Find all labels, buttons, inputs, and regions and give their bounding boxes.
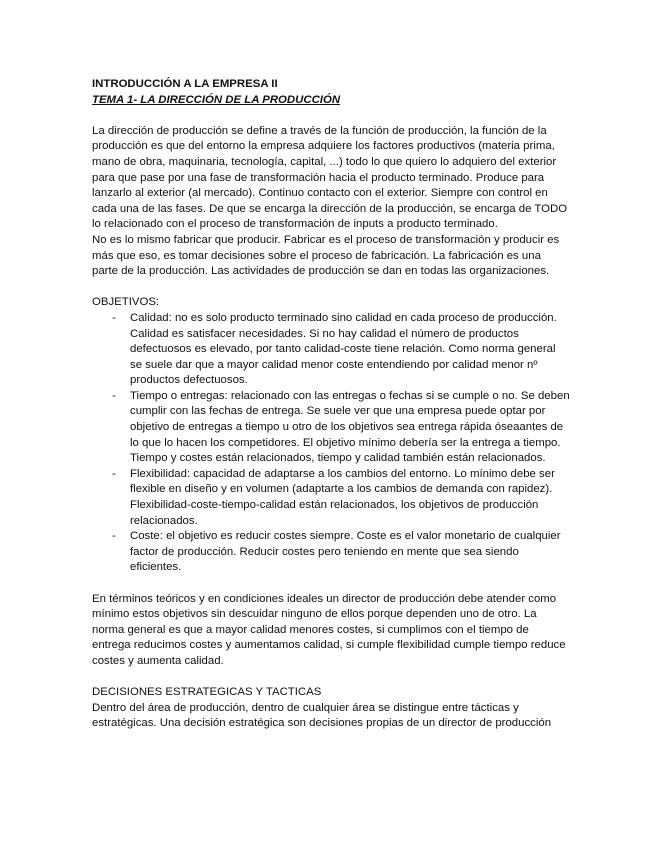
bullet-dash: - (112, 389, 116, 402)
objetivo-coste: Coste: el objetivo es reducir costes siempre. Coste es el valor monetario de cualquier factor de producción. Reducir costes pero teniendo en mente que sea siendo eficientes. (130, 530, 561, 574)
objetivo-flexibilidad: Flexibilidad: capacidad de adaptarse a los cambios del entorno. Lo mínimo debe ser flexible en diseño y en volumen (adaptarte a los cambios de demanda con rapidez). Flexibilidad-coste-tiempo-calidad están relacionados, los objetivos de producción relacionados. (130, 467, 555, 527)
teoricos-paragraph: En términos teóricos y en condiciones ideales un director de producción debe atender como mínimo estos objetivos sin descuidar ninguno de ellos porque dependen uno de otro. La norma general es que a mayor calidad menores costes, si cumplimos con el tiempo de entrega reducimos costes y aumentamos calidad, si cumple flexibilidad cumple tiempo reduce costes y aumenta calidad. (92, 592, 566, 667)
list-item (92, 529, 570, 576)
document-page (92, 77, 570, 732)
decisiones-heading: DECISIONES ESTRATEGICAS Y TACTICAS (92, 686, 322, 699)
intro-paragraph-1: La dirección de producción se define a través de la función de producción, la función de la producción es que del entorno la empresa adquiere los factores productivos (materia prima, mano de obra, maquinaria, tecnología, capital, ...) todo lo que quiero lo adquiero del exterior para que pase por una fase de transformación hacia el producto terminado. Produce para lanzarlo al exterior (al mercado). Continuo contacto con el exterior. Siempre con control en cada una de las fases. De que se encarga la dirección de la producción, se encarga de TODO lo relacionado con el proceso de transformación de inputs a producto terminado. (92, 124, 568, 231)
bullet-dash: - (112, 467, 116, 480)
objetivo-tiempo: Tiempo o entregas: relacionado con las entregas o fechas si se cumple o no. Se deben cumplir con las fechas de entrega. Se suele ver que una empresa puede optar por objetivo de entregas a tiempo u otro de los objetivos sea entrega rápida óseaantes de lo que lo hacen los competidores. El objetivo mínimo debería ser la entrega a tiempo. Tiempo y costes están relacionados, tiempo y calidad también están relacionados. (130, 389, 570, 465)
list-item (92, 467, 570, 529)
bullet-dash: - (112, 311, 116, 324)
document-title: INTRODUCCIÓN A LA EMPRESA II (92, 78, 278, 90)
decisiones-paragraph: Dentro del área de producción, dentro de cualquier área se distingue entre tácticas y estratégicas. Una decisión estratégica son decisiones propias de un director de producción (92, 701, 552, 730)
document-subtitle: TEMA 1- LA DIRECCIÓN DE LA PRODUCCIÓN (92, 93, 341, 106)
list-item (92, 389, 570, 467)
objetivos-list (92, 311, 570, 576)
list-item (92, 311, 570, 389)
objetivos-heading: OBJETIVOS: (92, 296, 160, 309)
objetivo-calidad: Calidad: no es solo producto terminado sino calidad en cada proceso de producción. Calidad es satisfacer necesidades. Si no hay calidad el número de productos defectuosos es elevado, por tanto calidad-coste tiene relación. Como norma general se suele dar que a mayor calidad menor coste entendiendo por calidad menor nº productos defectuosos. (130, 311, 557, 387)
bullet-dash: - (112, 530, 116, 543)
intro-paragraph-2: No es lo mismo fabricar que producir. Fabricar es el proceso de transformación y producir es más que eso, es tomar decisiones sobre el proceso de fabricación. La fabricación es una parte de la producción. Las actividades de producción se dan en todas las organizaciones. (92, 233, 560, 278)
